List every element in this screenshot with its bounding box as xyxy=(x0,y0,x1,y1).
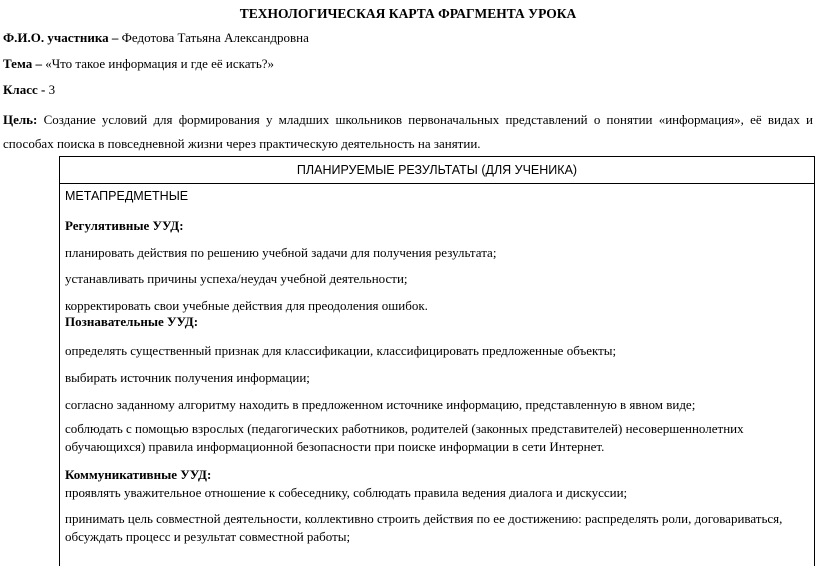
meta-heading: МЕТАПРЕДМЕТНЫЕ xyxy=(65,189,189,203)
cognitive-item: согласно заданному алгоритму находить в предложенном источнике информацию, представленную в явном виде; xyxy=(65,397,696,412)
goal-value: Создание условий для формирования у младших школьников первоначальных представлений о понятии «информация», её видах и способах поиска в повседневной жизни через практическую деятельность на занятии. xyxy=(3,112,813,151)
participant-line xyxy=(3,30,309,46)
grade-line xyxy=(3,82,55,98)
goal-paragraph xyxy=(3,108,813,156)
regulative-item: устанавливать причины успеха/неудач учебной деятельности; xyxy=(65,271,408,286)
results-table xyxy=(59,156,815,566)
topic-label: Тема – xyxy=(3,56,42,71)
communicative-item: принимать цель совместной деятельности, коллективно строить действия по ее достижению: распределять роли, договариваться, обсуждать процесс и результат совместной работы; xyxy=(65,511,783,544)
cognitive-item: выбирать источник получения информации; xyxy=(65,370,310,385)
grade-value: 3 xyxy=(45,82,56,97)
cognitive-item: определять существенный признак для классификации, классифицировать предложенные объекты; xyxy=(65,343,617,358)
cognitive-heading: Познавательные УУД: xyxy=(65,314,199,329)
participant-label: Ф.И.О. участника – xyxy=(3,30,119,45)
page-title: ТЕХНОЛОГИЧЕСКАЯ КАРТА ФРАГМЕНТА УРОКА xyxy=(239,6,577,21)
cognitive-item: соблюдать с помощью взрослых (педагогических работников, родителей (законных представителей) несовершеннолетних обучающихся) правила информационной безопасности при поиске информации в сети Интернет. xyxy=(65,421,744,454)
regulative-heading: Регулятивные УУД: xyxy=(65,218,184,233)
goal-label: Цель: xyxy=(3,112,38,127)
regulative-item: планировать действия по решению учебной задачи для получения результата; xyxy=(65,245,497,260)
topic-value: «Что такое информация и где её искать?» xyxy=(41,56,275,71)
topic-line xyxy=(3,56,274,72)
table-header: ПЛАНИРУЕМЫЕ РЕЗУЛЬТАТЫ (ДЛЯ УЧЕНИКА) xyxy=(60,157,814,184)
communicative-heading: Коммуникативные УУД: xyxy=(65,467,212,482)
regulative-item: корректировать свои учебные действия для преодоления ошибок. xyxy=(65,298,428,313)
communicative-item: проявлять уважительное отношение к собеседнику, соблюдать правила ведения диалога и дискуссии; xyxy=(65,485,628,500)
grade-label: Класс - xyxy=(3,82,46,97)
participant-value: Федотова Татьяна Александровна xyxy=(118,30,309,45)
